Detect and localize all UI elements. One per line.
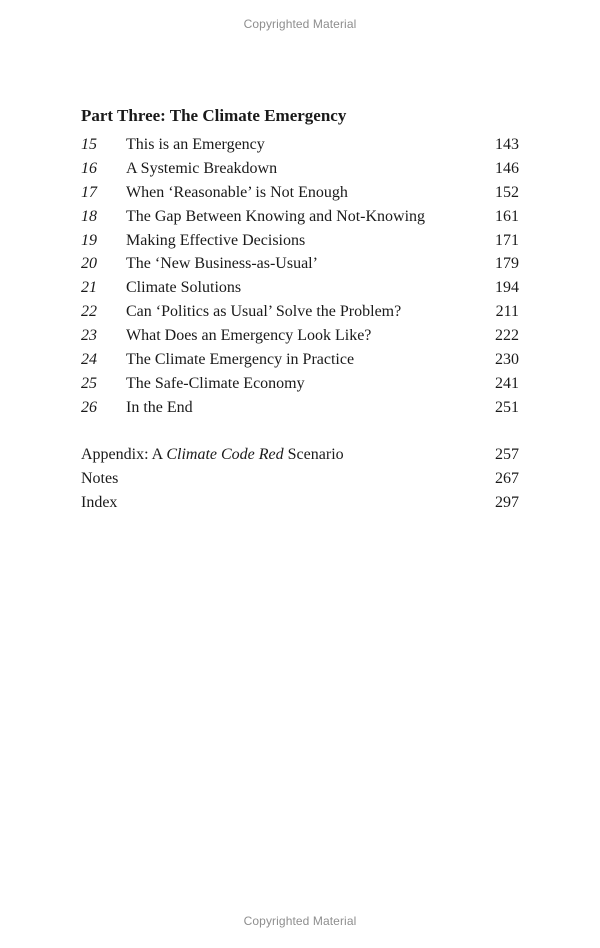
- page-number: 146: [495, 159, 519, 177]
- toc-entry[interactable]: [81, 372, 519, 396]
- page-number: 297: [495, 494, 519, 511]
- toc-entry[interactable]: [81, 348, 519, 372]
- chapter-title: What Does an Emergency Look Like?: [126, 327, 372, 345]
- page-number: 267: [495, 470, 519, 487]
- chapter-number: 15: [81, 136, 97, 153]
- toc-entry[interactable]: [81, 300, 519, 324]
- toc-entry[interactable]: [81, 133, 519, 157]
- appendix-title: Appendix: A Climate Code Red Scenario: [81, 446, 344, 463]
- chapter-number: 23: [81, 327, 97, 345]
- toc-entry-appendix[interactable]: [81, 443, 519, 467]
- chapter-number: 18: [81, 207, 97, 225]
- page-number: 179: [495, 255, 519, 273]
- chapter-title: Climate Solutions: [126, 279, 242, 297]
- chapter-title: This is an Emergency: [126, 136, 265, 153]
- chapter-number: 20: [81, 255, 97, 273]
- chapter-title: Can ‘Politics as Usual’ Solve the Problem?: [126, 303, 402, 321]
- notes-title: Notes: [81, 470, 119, 487]
- toc-entry-notes[interactable]: [81, 467, 519, 491]
- chapter-title: Making Effective Decisions: [126, 231, 306, 249]
- page-number: 211: [495, 303, 519, 321]
- index-title: Index: [81, 494, 118, 511]
- toc-entry[interactable]: [81, 205, 519, 229]
- toc-entry-index[interactable]: [81, 491, 519, 515]
- toc-entry[interactable]: [81, 276, 519, 300]
- chapter-title: The Climate Emergency in Practice: [126, 351, 355, 369]
- copyright-watermark-bottom: Copyrighted Material: [243, 914, 357, 928]
- page-number: 194: [495, 279, 519, 297]
- chapter-title: The Gap Between Knowing and Not-Knowing: [126, 207, 426, 225]
- table-of-contents: [81, 133, 519, 420]
- copyright-watermark-top: Copyrighted Material: [243, 17, 357, 31]
- page-number: 171: [495, 231, 519, 249]
- chapter-number: 25: [81, 374, 97, 392]
- chapter-number: 17: [81, 183, 97, 201]
- chapter-title: In the End: [126, 398, 193, 416]
- part-heading: Part Three: The Climate Emergency: [81, 106, 347, 125]
- toc-entry[interactable]: [81, 181, 519, 205]
- page-number: 143: [495, 136, 519, 153]
- chapter-title: When ‘Reasonable’ is Not Enough: [126, 183, 348, 201]
- page-number: 152: [495, 183, 519, 201]
- toc-entry[interactable]: [81, 157, 519, 181]
- chapter-number: 16: [81, 159, 97, 177]
- page-number: 251: [495, 398, 519, 416]
- chapter-title: The ‘New Business-as-Usual’: [126, 255, 318, 273]
- chapter-number: 22: [81, 303, 97, 321]
- chapter-number: 19: [81, 231, 97, 249]
- toc-entry[interactable]: [81, 252, 519, 276]
- chapter-title: A Systemic Breakdown: [126, 159, 278, 177]
- chapter-number: 26: [81, 398, 97, 416]
- toc-entry[interactable]: [81, 324, 519, 348]
- page-number: 161: [495, 207, 519, 225]
- page-number: 257: [495, 446, 519, 463]
- page-number: 222: [495, 327, 519, 345]
- back-matter: [81, 443, 519, 515]
- chapter-number: 24: [81, 351, 97, 369]
- chapter-title: The Safe-Climate Economy: [126, 374, 305, 392]
- page-number: 230: [495, 351, 519, 369]
- chapter-number: 21: [81, 279, 97, 297]
- toc-entry[interactable]: [81, 229, 519, 253]
- page-number: 241: [495, 374, 519, 392]
- toc-entry[interactable]: [81, 396, 519, 420]
